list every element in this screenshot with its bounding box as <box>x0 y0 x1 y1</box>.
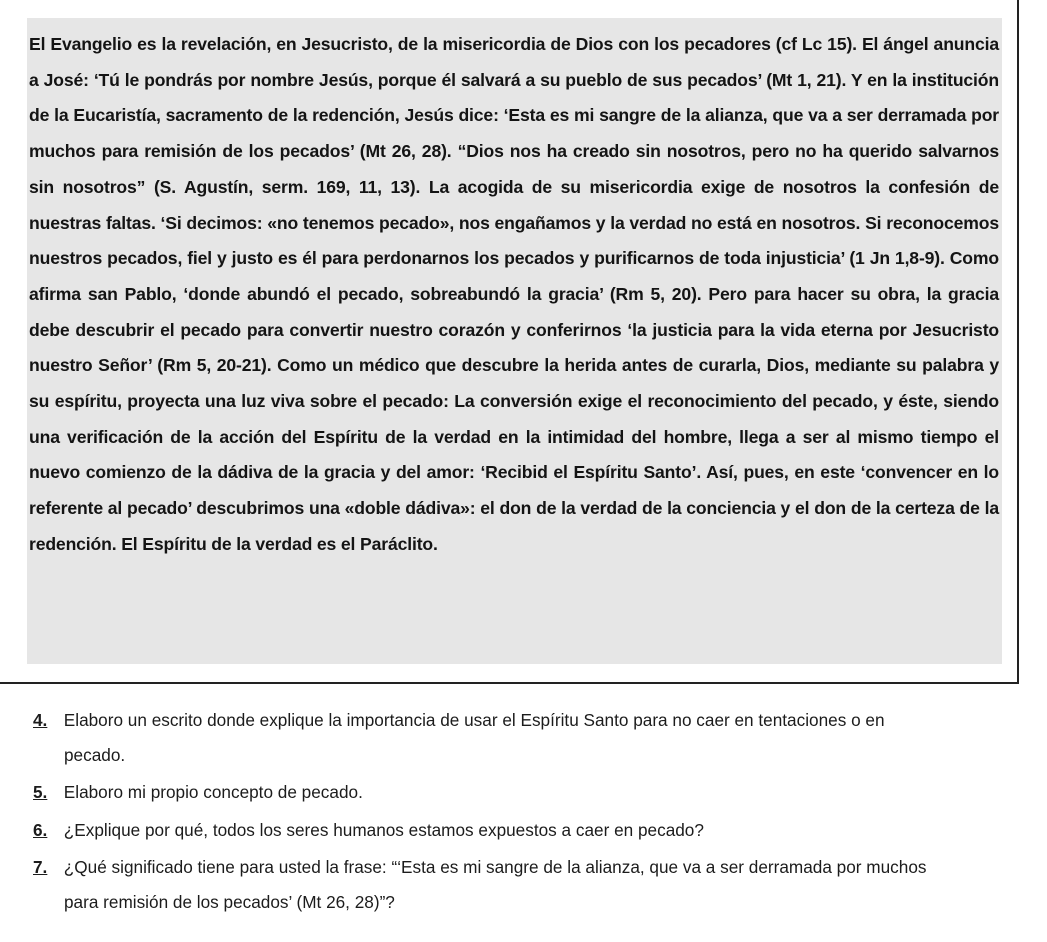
question-item <box>33 850 1013 919</box>
question-number: 7. <box>33 857 48 877</box>
question-text: ¿Qué significado tiene para usted la frase: “‘Esta es mi sangre de la alianza, que va a ser derramada por muchos <box>63 857 927 877</box>
question-text: Elaboro un escrito donde explique la importancia de usar el Espíritu Santo para no caer en tentaciones o en <box>63 710 885 730</box>
question-number: 5. <box>33 782 48 802</box>
question-number: 4. <box>33 710 48 730</box>
question-item <box>33 775 1013 810</box>
passage-text: El Evangelio es la revelación, en Jesucristo, de la misericordia de Dios con los pecadores (cf Lc 15). El ángel anuncia a José: ‘Tú le pondrás por nombre Jesús, porque él salvará a su pueblo de sus pecados’ (Mt 1, 21). Y en la institución de la Eucaristía, sacramento de la redención, Jesús dice: ‘Esta es mi sangre de la alianza, que va a ser derramada por muchos para remisión de los pecados’ (Mt 26, 28). “Dios nos ha creado sin nosotros, pero no ha querido salvarnos sin nosotros” (S. Agustín, serm. 169, 11, 13). La acogida de su misericordia exige de nosotros la confesión de nuestras faltas. ‘Si decimos: «no tenemos pecado», nos engañamos y la verdad no está en nosotros. Si reconocemos nuestros pecados, fiel y justo es él para perdonarnos los pecados y purificarnos de toda injusticia’ (1 Jn 1,8-9). Como afirma san Pablo, ‘donde abundó el pecado, sobreabundó la gracia’ (Rm 5, 20). Pero para hacer su obra, la gracia debe descubrir el pecado para convertir nuestro corazón y conferirnos ‘la justicia para la vida eterna por Jesucristo nuestro Señor’ (Rm 5, 20-21). Como un médico que descubre la herida antes de curarla, Dios, mediante su palabra y su espíritu, proyecta una luz viva sobre el pecado: La conversión exige el reconocimiento del pecado, y éste, siendo una verificación de la acción del Espíritu de la verdad en la intimidad del hombre, llega a ser al mismo tiempo el nuevo comienzo de la dádiva de la gracia y del amor: ‘Recibid el Espíritu Santo’. Así, pues, en este ‘convencer en lo referente al pecado’ descubrimos una «doble dádiva»: el don de la verdad de la conciencia y el don de la certeza de la redención. El Espíritu de la verdad es el Paráclito. <box>29 34 999 554</box>
question-list <box>33 703 1013 919</box>
question-item <box>33 703 1013 772</box>
question-text: Elaboro mi propio concepto de pecado. <box>63 782 363 802</box>
question-item <box>33 813 1013 848</box>
question-number: 6. <box>33 819 48 840</box>
question-text-continued: pecado. <box>64 744 126 765</box>
question-text: ¿Explique por qué, todos los seres humanos estamos expuestos a caer en pecado? <box>63 819 704 840</box>
question-text-continued: para remisión de los pecados’ (Mt 26, 28)”? <box>64 891 395 912</box>
